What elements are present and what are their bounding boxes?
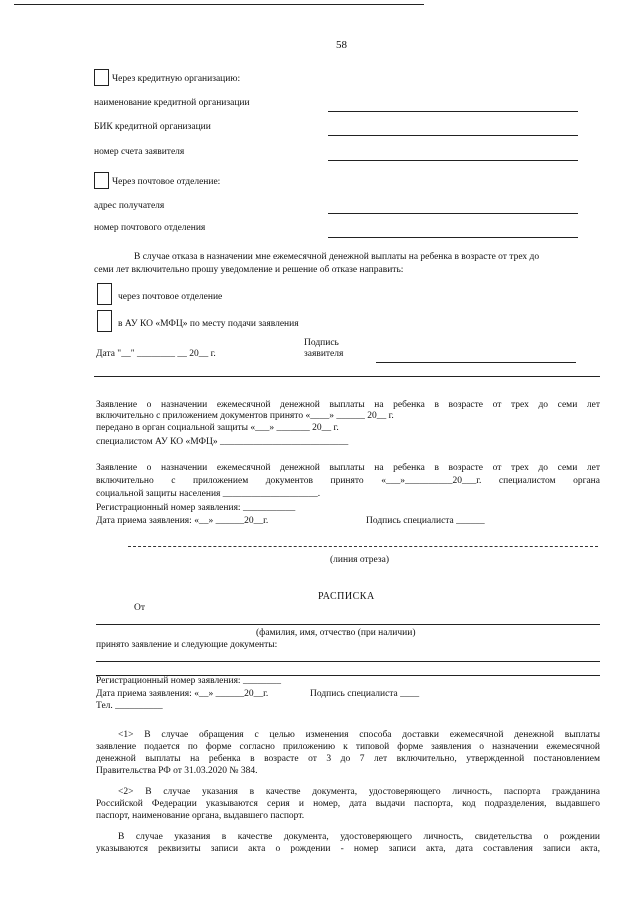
mfc-line1: Заявление о назначении ежемесячной денежной выплаты на ребенка в возрасте от трех до семи лет	[96, 400, 600, 410]
refusal-post-checkbox[interactable]	[97, 283, 112, 305]
footnote2-line2: Российской Федерации указываются серия и номер, дата выдачи паспорта, код подразделения, выдавшего	[96, 799, 600, 809]
footnote3-line2: указываются реквизиты записи акта о рождении - номер записи акта, дата составления записи акта,	[96, 844, 600, 854]
refusal-mfc-option-label: в АУ КО «МФЦ» по месту подачи заявления	[118, 319, 299, 329]
refusal-text-line1: В случае отказа в назначении мне ежемесячной денежной выплаты на ребенка в возрасте от трех до	[134, 252, 540, 262]
mfc-line4: специалистом АУ КО «МФЦ» ___________________________	[96, 437, 349, 447]
post-option-label: Через почтовое отделение:	[112, 177, 221, 187]
social-line5-signature: Подпись специалиста ______	[366, 516, 485, 526]
applicant-date-label: Дата "__" ________ __ 20__ г.	[96, 349, 216, 359]
footnote2-line1: <2> В случае указания в качестве документа, удостоверяющего личность, паспорта гражданина	[118, 787, 600, 797]
section-separator	[94, 376, 600, 377]
post-checkbox[interactable]	[94, 172, 109, 189]
account-label: номер счета заявителя	[94, 147, 185, 157]
applicant-signature-label-1: Подпись	[304, 338, 339, 348]
credit-org-name-field[interactable]	[328, 111, 578, 112]
social-line5: Дата приема заявления: «__» ______20__г.	[96, 516, 269, 526]
footnote1-line3: денежной выплаты на ребенка в возрасте от 3 до 7 лет включительно, утвержденной постановлением	[96, 754, 600, 764]
receipt-date-signature: Подпись специалиста ____	[310, 689, 420, 699]
recipient-address-field[interactable]	[328, 213, 578, 214]
social-line1: Заявление о назначении ежемесячной денежной выплаты на ребенка в возрасте от трех до семи лет	[96, 463, 600, 473]
recipient-address-label: адрес получателя	[94, 201, 165, 211]
footnote1-line2: заявление подается по форме согласно приложению к типовой форме заявления о назначении ежемесячной	[96, 742, 600, 752]
footnote2-line3: паспорт, наименование органа, выдавшего паспорт.	[96, 811, 305, 821]
receipt-from-label: От	[134, 603, 146, 613]
page-number: 58	[336, 39, 347, 51]
mfc-line2: включительно с приложением документов принято «____» ______ 20__ г.	[96, 411, 394, 421]
receipt-date-line: Дата приема заявления: «__» ______20__г.	[96, 689, 269, 699]
social-line4: Регистрационный номер заявления: ___________	[96, 503, 296, 513]
social-line3: социальной защиты населения ____________________.	[96, 489, 321, 499]
receipt-documents-field-1[interactable]	[96, 661, 600, 662]
post-office-number-field[interactable]	[328, 237, 578, 238]
account-field[interactable]	[328, 160, 578, 161]
cut-line	[128, 546, 598, 547]
applicant-signature-field[interactable]	[376, 362, 576, 363]
refusal-text-line2: семи лет включительно прошу уведомление и решение об отказе направить:	[94, 265, 404, 275]
top-edge-line	[14, 4, 424, 5]
credit-org-name-label: наименование кредитной организации	[94, 98, 250, 108]
applicant-signature-label-2: заявителя	[304, 349, 344, 359]
receipt-phone: Тел. __________	[96, 701, 163, 711]
cut-line-label: (линия отреза)	[330, 555, 390, 565]
social-line2: включительно с приложением документов принято «___»__________20___г. специалистом органа	[96, 476, 600, 486]
receipt-name-caption: (фамилия, имя, отчество (при наличии)	[256, 628, 416, 638]
receipt-reg-number: Регистрационный номер заявления: ________	[96, 676, 281, 686]
post-office-number-label: номер почтового отделения	[94, 223, 206, 233]
credit-org-checkbox[interactable]	[94, 69, 109, 86]
credit-org-option-label: Через кредитную организацию:	[112, 74, 241, 84]
mfc-line3: передано в орган социальной защиты «___» _______ 20__ г.	[96, 423, 339, 433]
receipt-accepted-label: принято заявление и следующие документы:	[96, 640, 278, 650]
bik-label: БИК кредитной организации	[94, 122, 211, 132]
refusal-mfc-checkbox[interactable]	[97, 310, 112, 332]
footnote3-line1: В случае указания в качестве документа, удостоверяющего личность, свидетельства о рождении	[118, 832, 600, 842]
bik-field[interactable]	[328, 135, 578, 136]
footnote1-line4: Правительства РФ от 31.03.2020 № 384.	[96, 766, 258, 776]
receipt-title: РАСПИСКА	[318, 591, 375, 602]
receipt-from-field[interactable]	[96, 624, 600, 625]
footnote1-line1: <1> В случае обращения с целью изменения способа доставки ежемесячной денежной выплаты	[118, 730, 600, 740]
refusal-post-option-label: через почтовое отделение	[118, 292, 223, 302]
